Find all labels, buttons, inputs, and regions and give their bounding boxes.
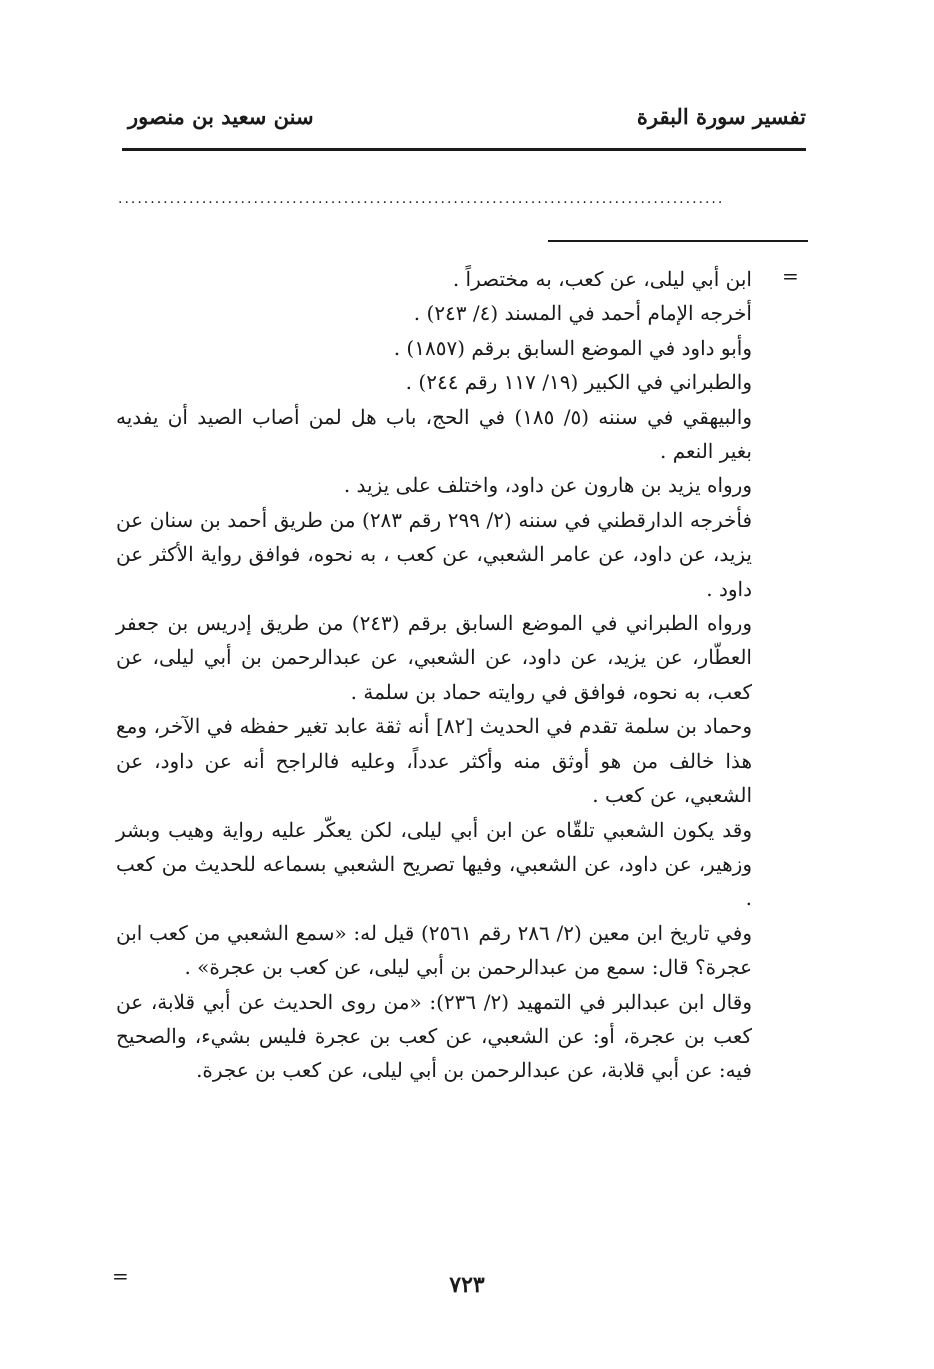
page-number: ٧٢٣ bbox=[449, 1272, 485, 1298]
paragraph: ابن أبي ليلى، عن كعب، به مختصراً . bbox=[452, 267, 752, 291]
paragraph: فأخرجه الدارقطني في سننه (٢/ ٢٩٩ رقم ٢٨٣) من طريق أحمد بن سنان عن يزيد، عن داود، عن عامر الشعبي، عن كعب ، به نحوه، فوافق رواية الأكثر عن داود . bbox=[116, 507, 752, 601]
paragraph: وأبو داود في الموضع السابق برقم (١٨٥٧) . bbox=[393, 335, 752, 360]
footnote-text bbox=[116, 262, 752, 1088]
paragraph: والطبراني في الكبير (١٩/ ١١٧ رقم ٢٤٤) . bbox=[405, 370, 752, 395]
paragraph: وفي تاريخ ابن معين (٢/ ٢٨٦ رقم ٢٥٦١) قيل له: «سمع الشعبي من كعب ابن عجرة؟ قال: سمع من عبدالرحمن بن أبي ليلى، عن كعب بن عجرة» . bbox=[116, 920, 752, 980]
paragraph: وقد يكون الشعبي تلقّاه عن ابن أبي ليلى، لكن يعكّر عليه رواية وهيب وبشر وزهير، عن داود، عن الشعبي، وفيها تصريح الشعبي بسماعه للحديث من كعب . bbox=[116, 817, 752, 911]
header-rule bbox=[122, 148, 806, 151]
running-title-right: تفسير سورة البقرة bbox=[636, 104, 806, 129]
footnote-rule bbox=[548, 240, 808, 242]
separator-dots: .............................................................................................. bbox=[118, 192, 725, 206]
paragraph: ورواه يزيد بن هارون عن داود، واختلف على يزيد . bbox=[343, 473, 752, 498]
paragraph: والبيهقي في سننه (٥/ ١٨٥) في الحج، باب هل لمن أصاب الصيد أن يفديه بغير النعم . bbox=[116, 404, 752, 464]
paragraph: ورواه الطبراني في الموضع السابق برقم (٢٤٣) من طريق إدريس بن جعفر العطّار، عن يزيد، عن داود، عن الشعبي، عن عبدالرحمن بن أبي ليلى، عن كعب، به نحوه، فوافق في روايته حماد بن سلمة . bbox=[116, 611, 752, 704]
continuation-mark-bottom: = bbox=[112, 1264, 129, 1288]
running-title-left: سنن سعيد بن منصور bbox=[128, 104, 314, 129]
paragraph: وقال ابن عبدالبر في التمهيد (٢/ ٢٣٦): «من روى الحديث عن أبي قلابة، عن كعب بن عجرة، أو: عن الشعبي، عن كعب بن عجرة فليس بشيء، والصحيح فيه: عن أبي قلابة، عن عبدالرحمن بن أبي ليلى، عن كعب بن عجرة. bbox=[116, 989, 752, 1083]
paragraph: وحماد بن سلمة تقدم في الحديث [٨٢] أنه ثقة عابد تغير حفظه في الآخر، ومع هذا خالف من هو أوثق منه وأكثر عدداً، وعليه فالراجح أنه عن داود، عن الشعبي، عن كعب . bbox=[116, 714, 753, 808]
continuation-mark: = bbox=[782, 264, 799, 288]
paragraph: أخرجه الإمام أحمد في المسند (٤/ ٢٤٣) . bbox=[413, 301, 752, 326]
